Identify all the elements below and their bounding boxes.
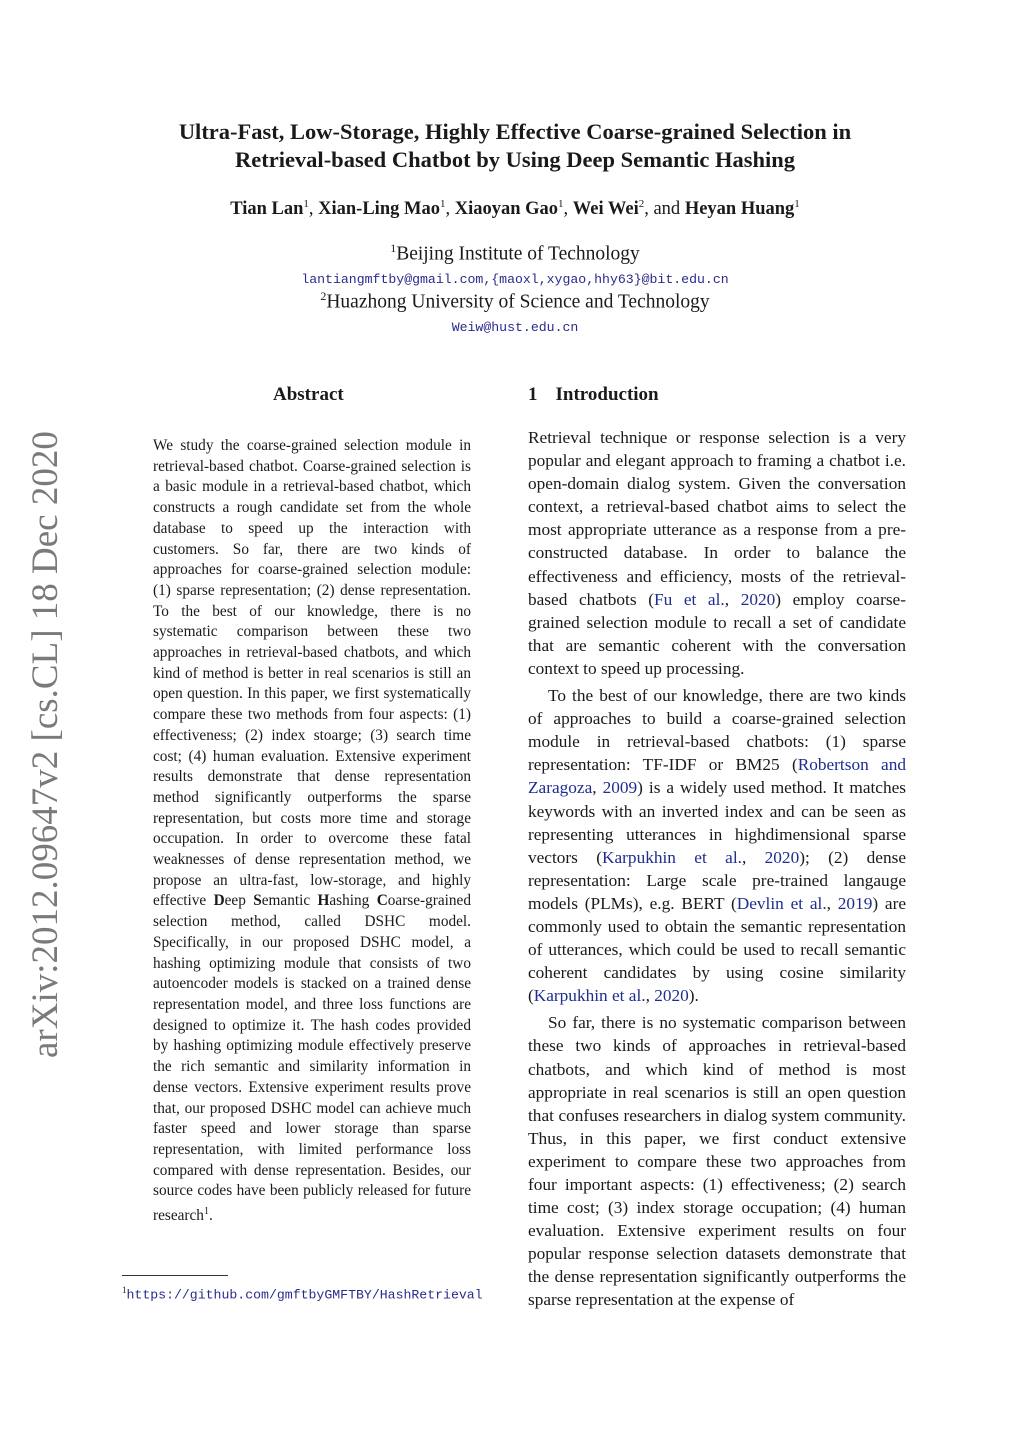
author-affil-mark: 2	[638, 198, 645, 210]
footnote-marker[interactable]: 1	[203, 1206, 209, 1218]
footnote-rule	[122, 1275, 228, 1276]
citation-link[interactable]: 2019	[837, 893, 873, 913]
affiliation-name: Huazhong University of Science and Technology	[326, 291, 710, 313]
abstract-heading: Abstract	[273, 384, 344, 405]
affiliation-name: Beijing Institute of Technology	[396, 243, 640, 265]
intro-paragraph-3	[528, 1011, 906, 1311]
affiliation-1-email[interactable]: lantiangmftby@gmail.com,{maoxl,xygao,hhy63}@bit.edu.cn	[301, 272, 729, 287]
author-affil-mark: 1	[558, 198, 564, 210]
author-joiner: and	[653, 199, 681, 220]
author-list: Tian Lan$^1$, Xian-Ling Mao$^1$, Xiaoyan Gao$^1$, Wei Wei$^2$, and Heyan Huang$^1$	[230, 198, 800, 220]
abstract-text: We study the coarse-grained selection module in retrieval-based chatbot. Coarse-grained selection is a basic module in a retrieval-based chatbot, which constructs a rough candidate set from the whole database to speed up the interaction with customers. So far, there are two kinds of approaches for coarse-grained selection module: (1) sparse representation; (2) dense representation. To the best of our knowledge, there is no systematic comparison between these two approaches in retrieval-based chatbots, and which kind of method is better in real scenarios is still an open question. In this paper, we first systematically compare these two methods from four aspects: (1) effectiveness; (2) index stoarge; (3) search time cost; (4) human evaluation. Extensive experiment results demonstrate that dense representation method significantly outperforms the sparse representation, but costs more time and storage occupation. In order to overcome these fatal weaknesses of dense representation method, we propose an ultra-fast, low-storage, and highly effective	[153, 437, 471, 910]
intro-paragraph-1	[528, 426, 906, 680]
author-affil-mark: 1	[794, 198, 800, 210]
paragraph-text: Retrieval technique or response selection is a very popular and elegant approach to framing a chatbot i.e. open-domain dialog system. Given the conversation context, a retrieval-based chatbot aims to select the most appropriate utterance as a response from a pre-constructed database. In order to balance the effectiveness and efficiency, mosts of the retrieval-based chatbots (	[528, 428, 906, 609]
paragraph-text: ,	[592, 778, 603, 798]
citation-link[interactable]: 2020	[654, 986, 689, 1006]
intro-paragraph-2	[528, 684, 906, 1007]
paragraph-text: ) are commonly used to obtain the semantic representation of utterances, which could be used to recall semantic coherent candidates by using cosine similarity (	[528, 893, 906, 1006]
affiliation-2-email[interactable]: Weiw@hust.edu.cn	[451, 320, 579, 335]
acronym-rest: ashing	[329, 892, 377, 910]
acronym-letter: H	[317, 892, 330, 910]
citation-link[interactable]: 2009	[602, 778, 638, 798]
title-line-2: Retrieval-based Chatbot by Using Deep Semantic Hashing	[234, 147, 796, 172]
citation-link[interactable]: 2020	[740, 589, 776, 609]
footnote-number: 1	[122, 1285, 127, 1295]
footnote-url[interactable]: https://github.com/gmftbyGMFTBY/HashRetrieval	[126, 1287, 483, 1303]
section-number: 1	[528, 384, 538, 405]
section-title: Introduction	[555, 384, 659, 405]
author-name: Tian Lan	[230, 199, 304, 220]
paragraph-text: So far, there is no systematic comparison between these two kinds of approaches in retrieval-based chatbots, and which kind of method is most appropriate in real scenarios is still an open question that confuses researchers in dialog system community. Thus, in this paper, we first conduct extensive experiment to compare these two approaches from four important aspects: (1) effectiveness; (2) search time cost; (3) index storage occupation; (4) human evaluation. Extensive experiment results on four popular response selection datasets demonstrate that the dense representation significantly outperforms the sparse representation at the expense of	[528, 1013, 906, 1310]
acronym-letter: D	[213, 892, 225, 910]
paragraph-text: ).	[688, 986, 699, 1006]
affiliation-mark: 1	[390, 241, 397, 255]
acronym-letter: S	[253, 892, 262, 910]
acronym-rest: emantic	[261, 892, 318, 910]
citation-link[interactable]: 2020	[764, 847, 800, 867]
author-name: Xian-Ling Mao	[318, 199, 440, 220]
citation-link[interactable]: Karpukhin et al.	[602, 847, 742, 867]
author-name: Heyan Huang	[684, 199, 795, 220]
arxiv-identifier-stamp: arXiv:2012.09647v2 [cs.CL] 18 Dec 2020	[25, 431, 66, 1058]
intro-heading	[528, 384, 659, 406]
paragraph-text: ,	[645, 986, 655, 1006]
affiliation-2	[100, 289, 930, 314]
author-affil-mark: 1	[439, 198, 446, 210]
paragraph-text: To the best of our knowledge, there are two kinds of approaches to build a coarse-grained selection module in retrieval-based chatbots: (1) sparse representation: TF-IDF or BM25 (	[528, 686, 906, 775]
paragraph-text: ) employ coarse-grained selection module to recall a set of candidate that are semantic coherent with the conversation context to speed up processing.	[528, 589, 906, 678]
title-line-1: Ultra-Fast, Low-Storage, Highly Effective Coarse-grained Selection in	[178, 119, 852, 144]
paper-title	[120, 118, 910, 174]
author-affil-mark: 1	[303, 198, 309, 210]
paragraph-text: ); (2) dense representation: Large scale pre-trained langauge models (PLMs), e.g. BERT (	[528, 847, 906, 913]
abstract-body	[153, 436, 471, 1227]
acronym-letter: C	[376, 892, 388, 910]
paragraph-text: ,	[826, 893, 838, 913]
paragraph-text: ) is a widely used method. It matches keywords with an inverted index and can be seen as representing utterances in highdimensional sparse vectors (	[528, 778, 906, 867]
paragraph-text: ,	[741, 847, 765, 867]
citation-link[interactable]: Devlin et al.	[736, 893, 827, 913]
abstract-end: .	[208, 1207, 213, 1225]
author-name: Xiaoyan Gao	[454, 199, 559, 220]
acronym-rest: eep	[224, 892, 254, 910]
paragraph-text: ,	[724, 589, 741, 609]
footnote	[122, 1281, 482, 1304]
citation-link[interactable]: Fu et al.	[653, 589, 725, 609]
citation-link[interactable]: Karpukhin et al.	[533, 986, 646, 1006]
author-name: Wei Wei	[572, 199, 639, 220]
affiliation-1	[100, 241, 930, 266]
citation-link[interactable]: Robertson and Zaragoza	[528, 755, 907, 798]
affiliation-mark: 2	[320, 289, 327, 303]
intro-body	[528, 426, 906, 1316]
acronym-rest: oarse-grained selection method, called DSHC model. Specifically, in our proposed DSHC model, a hashing optimizing module that consists of two autoencoder models is stacked on a trained dense representation model, and three loss functions are designed to optimize it. The hash codes provided by hashing optimizing module effectively preserve the rich semantic and similarity information in dense vectors. Extensive experiment results prove that, our proposed DSHC model can achieve much faster speed and lower storage than sparse representation, with limited performance loss compared with dense representation. Besides, our source codes have been publicly released for future research	[153, 892, 471, 1225]
